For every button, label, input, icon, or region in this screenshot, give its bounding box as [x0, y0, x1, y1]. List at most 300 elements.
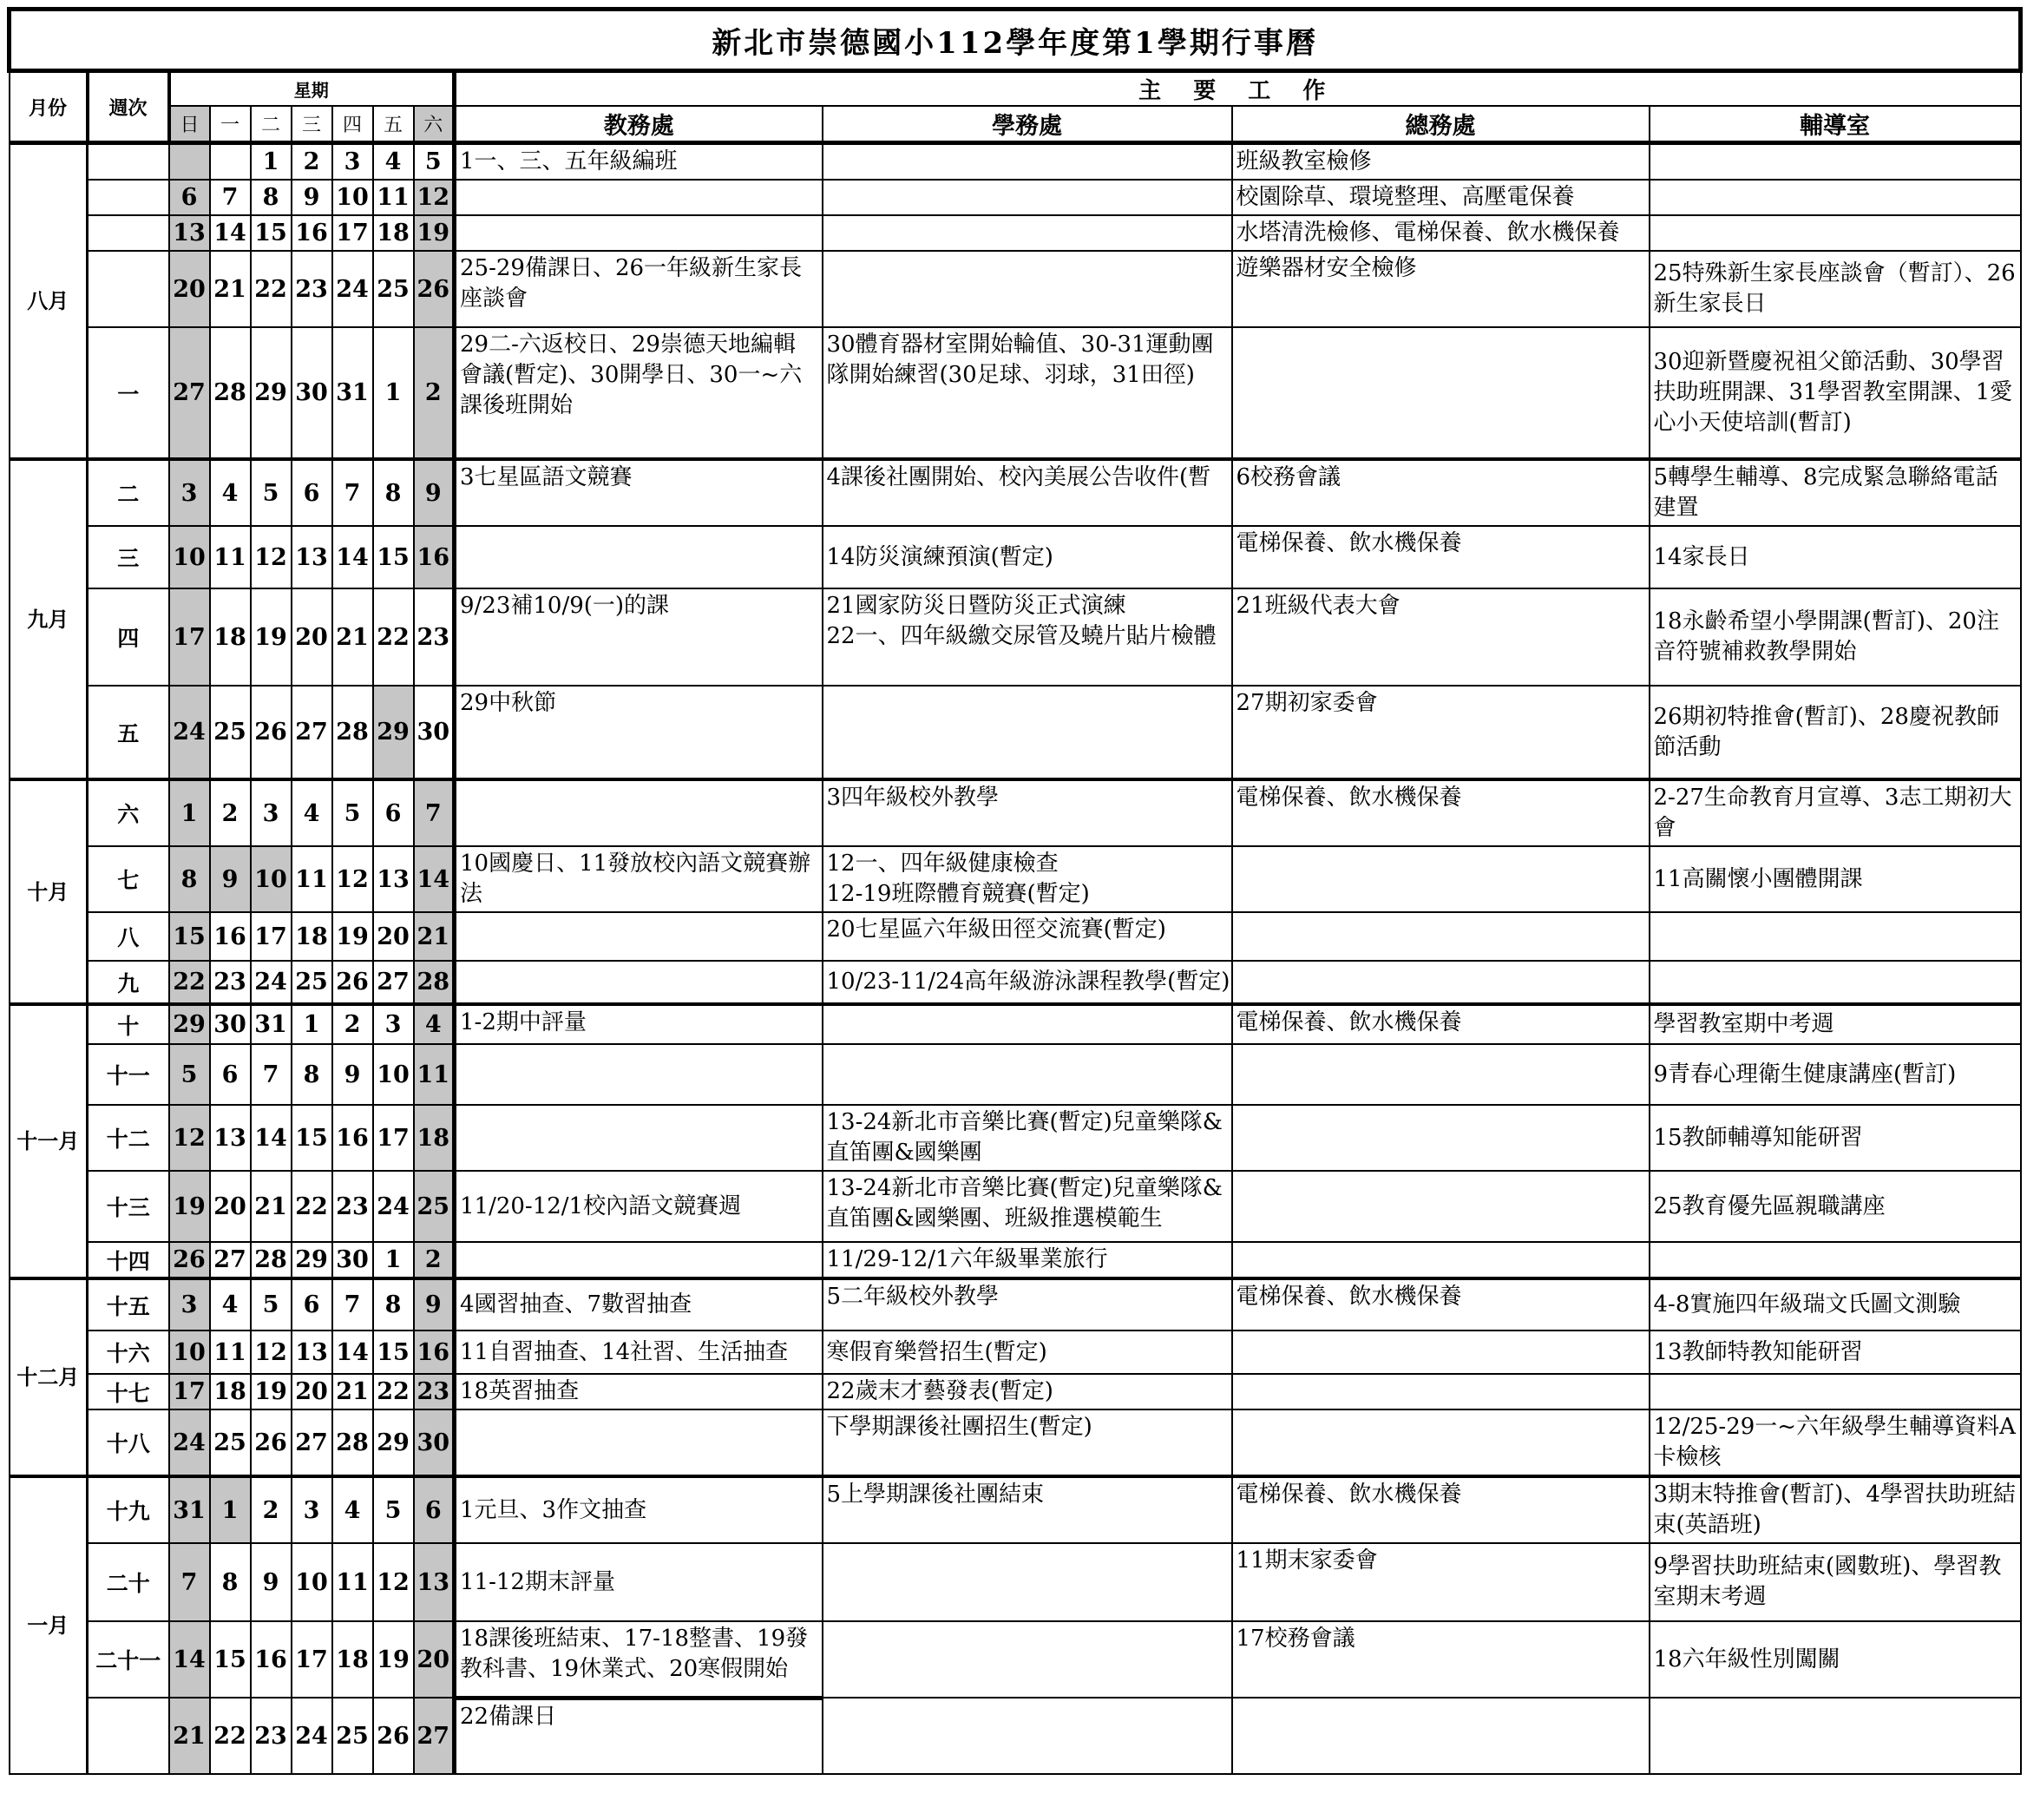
academic-affairs-task: 10國慶日、11發放校內語文競賽辦法 [455, 846, 823, 912]
week-number: 十二 [88, 1105, 169, 1171]
general-affairs-task [1232, 912, 1650, 961]
day-cell: 16 [414, 526, 455, 588]
month-label: 一月 [10, 1476, 88, 1774]
day-cell: 13 [414, 1543, 455, 1621]
general-affairs-task: 電梯保養、飲水機保養 [1232, 526, 1650, 588]
page-title: 新北市崇德國小112學年度第1學期行事曆 [10, 10, 2021, 71]
day-cell: 15 [251, 215, 292, 251]
day-cell: 7 [169, 1543, 210, 1621]
day-cell: 8 [169, 846, 210, 912]
day-cell: 17 [373, 1105, 414, 1171]
day-cell: 22 [251, 251, 292, 327]
department-header: 輔導室 [1650, 106, 2021, 143]
weekday-header: 五 [373, 106, 414, 143]
day-cell: 18 [210, 1374, 251, 1409]
day-cell: 12 [251, 526, 292, 588]
day-cell: 25 [210, 686, 251, 779]
day-cell: 18 [210, 588, 251, 686]
week-row [10, 251, 2021, 327]
counseling-task: 3期末特推會(暫訂)、4學習扶助班結束(英語班) [1650, 1476, 2021, 1543]
day-cell: 7 [332, 1278, 373, 1331]
student-affairs-task: 12一、四年級健康檢查 12-19班際體育競賽(暫定) [823, 846, 1232, 912]
week-row [10, 1698, 2021, 1774]
day-cell: 20 [210, 1171, 251, 1242]
general-affairs-task [1232, 1409, 1650, 1476]
day-cell: 18 [373, 215, 414, 251]
day-cell: 1 [373, 327, 414, 459]
week-number [88, 251, 169, 327]
day-cell: 10 [169, 1331, 210, 1374]
general-affairs-task [1232, 327, 1650, 459]
counseling-task [1650, 912, 2021, 961]
student-affairs-task: 4課後社團開始、校內美展公告收件(暫 [823, 459, 1232, 526]
day-cell: 26 [414, 251, 455, 327]
day-cell: 1 [251, 143, 292, 181]
day-cell: 3 [332, 143, 373, 181]
week-row [10, 1044, 2021, 1105]
day-cell: 19 [332, 912, 373, 961]
day-cell: 25 [373, 251, 414, 327]
day-cell: 1 [373, 1242, 414, 1278]
day-cell: 13 [292, 526, 332, 588]
day-cell: 4 [332, 1476, 373, 1543]
week-number: 一 [88, 327, 169, 459]
day-cell: 3 [373, 1004, 414, 1044]
day-cell: 14 [332, 1331, 373, 1374]
counseling-task: 9學習扶助班結束(國數班)、學習教室期末考週 [1650, 1543, 2021, 1621]
general-affairs-task: 11期末家委會 [1232, 1543, 1650, 1621]
week-number: 六 [88, 779, 169, 846]
day-cell: 5 [414, 143, 455, 181]
academic-affairs-task [455, 1409, 823, 1476]
day-cell: 6 [373, 779, 414, 846]
day-cell: 20 [373, 912, 414, 961]
day-cell: 21 [414, 912, 455, 961]
day-cell: 12 [373, 1543, 414, 1621]
day-cell: 20 [292, 588, 332, 686]
day-cell: 26 [251, 686, 292, 779]
day-cell: 15 [373, 1331, 414, 1374]
day-cell: 6 [414, 1476, 455, 1543]
day-cell: 23 [251, 1698, 292, 1774]
general-affairs-task [1232, 1698, 1650, 1774]
academic-affairs-task: 9/23補10/9(一)的課 [455, 588, 823, 686]
day-cell: 13 [169, 215, 210, 251]
academic-affairs-task [455, 526, 823, 588]
month-label: 九月 [10, 459, 88, 779]
week-number: 九 [88, 961, 169, 1004]
counseling-task: 18永齡希望小學開課(暫訂)、20注音符號補救教學開始 [1650, 588, 2021, 686]
day-cell: 28 [210, 327, 251, 459]
day-cell: 17 [332, 215, 373, 251]
day-cell: 1 [169, 779, 210, 846]
day-cell: 4 [210, 1278, 251, 1331]
academic-affairs-task: 22備課日 [455, 1698, 823, 1774]
day-cell: 21 [251, 1171, 292, 1242]
day-cell: 20 [292, 1374, 332, 1409]
academic-affairs-task [455, 1242, 823, 1278]
day-cell: 7 [414, 779, 455, 846]
day-cell: 15 [373, 526, 414, 588]
header-main-work: 主 要 工 作 [455, 71, 2021, 107]
day-cell: 20 [414, 1621, 455, 1698]
day-cell: 22 [292, 1171, 332, 1242]
student-affairs-task [823, 180, 1232, 215]
counseling-task: 4-8實施四年級瑞文氏圖文測驗 [1650, 1278, 2021, 1331]
general-affairs-task: 遊樂器材安全檢修 [1232, 251, 1650, 327]
day-cell: 2 [332, 1004, 373, 1044]
day-cell: 13 [373, 846, 414, 912]
day-cell: 2 [251, 1476, 292, 1543]
department-header: 學務處 [823, 106, 1232, 143]
day-cell: 9 [332, 1044, 373, 1105]
day-cell: 2 [210, 779, 251, 846]
header-week: 週次 [88, 71, 169, 143]
counseling-task [1650, 1242, 2021, 1278]
day-cell: 9 [210, 846, 251, 912]
day-cell: 7 [251, 1044, 292, 1105]
week-number: 十七 [88, 1374, 169, 1409]
week-row [10, 1543, 2021, 1621]
department-header: 總務處 [1232, 106, 1650, 143]
week-number [88, 180, 169, 215]
day-cell: 22 [169, 961, 210, 1004]
day-cell: 1 [292, 1004, 332, 1044]
day-cell: 23 [414, 1374, 455, 1409]
day-cell: 28 [251, 1242, 292, 1278]
day-cell: 18 [292, 912, 332, 961]
general-affairs-task [1232, 961, 1650, 1004]
day-cell: 9 [414, 1278, 455, 1331]
day-cell: 21 [210, 251, 251, 327]
day-cell: 21 [332, 588, 373, 686]
week-row [10, 961, 2021, 1004]
day-cell: 24 [169, 686, 210, 779]
day-cell: 29 [373, 686, 414, 779]
general-affairs-task: 6校務會議 [1232, 459, 1650, 526]
counseling-task [1650, 961, 2021, 1004]
student-affairs-task [823, 1621, 1232, 1698]
week-number [88, 1698, 169, 1774]
day-cell: 23 [414, 588, 455, 686]
general-affairs-task [1232, 1171, 1650, 1242]
student-affairs-task: 下學期課後社團招生(暫定) [823, 1409, 1232, 1476]
day-cell: 6 [210, 1044, 251, 1105]
student-affairs-task: 30體育器材室開始輪值、30-31運動團隊開始練習(30足球、羽球，31田徑) [823, 327, 1232, 459]
day-cell: 29 [251, 327, 292, 459]
day-cell: 4 [373, 143, 414, 181]
week-number: 十六 [88, 1331, 169, 1374]
general-affairs-task [1232, 846, 1650, 912]
weekday-header: 六 [414, 106, 455, 143]
week-number: 十五 [88, 1278, 169, 1331]
academic-affairs-task [455, 1105, 823, 1171]
week-number [88, 143, 169, 181]
day-cell: 31 [169, 1476, 210, 1543]
day-cell: 24 [251, 961, 292, 1004]
day-cell: 7 [332, 459, 373, 526]
month-label: 十二月 [10, 1278, 88, 1476]
day-cell: 27 [292, 1409, 332, 1476]
day-cell: 8 [373, 459, 414, 526]
general-affairs-task: 電梯保養、飲水機保養 [1232, 1004, 1650, 1044]
day-cell: 9 [414, 459, 455, 526]
day-cell: 25 [210, 1409, 251, 1476]
day-cell: 11 [210, 526, 251, 588]
day-cell: 28 [414, 961, 455, 1004]
counseling-task: 25特殊新生家長座談會（暫訂）、26新生家長日 [1650, 251, 2021, 327]
day-cell: 10 [332, 180, 373, 215]
counseling-task [1650, 180, 2021, 215]
day-cell: 28 [332, 686, 373, 779]
counseling-task [1650, 215, 2021, 251]
day-cell: 4 [414, 1004, 455, 1044]
day-cell: 4 [210, 459, 251, 526]
week-row [10, 1004, 2021, 1044]
day-cell: 19 [373, 1621, 414, 1698]
week-number: 二十一 [88, 1621, 169, 1698]
academic-affairs-task: 29中秋節 [455, 686, 823, 779]
day-cell: 10 [251, 846, 292, 912]
day-cell [210, 143, 251, 181]
day-cell: 12 [251, 1331, 292, 1374]
academic-affairs-task: 18英習抽查 [455, 1374, 823, 1409]
day-cell: 24 [169, 1409, 210, 1476]
academic-affairs-task: 1元旦、3作文抽查 [455, 1476, 823, 1543]
day-cell: 9 [292, 180, 332, 215]
academic-affairs-task: 4國習抽查、7數習抽查 [455, 1278, 823, 1331]
day-cell: 17 [251, 912, 292, 961]
week-row [10, 1105, 2021, 1171]
day-cell: 5 [332, 779, 373, 846]
day-cell: 27 [414, 1698, 455, 1774]
day-cell: 16 [251, 1621, 292, 1698]
student-affairs-task [823, 1004, 1232, 1044]
day-cell: 17 [169, 1374, 210, 1409]
student-affairs-task: 寒假育樂營招生(暫定) [823, 1331, 1232, 1374]
student-affairs-task [823, 1698, 1232, 1774]
day-cell: 2 [414, 327, 455, 459]
day-cell: 6 [292, 459, 332, 526]
day-cell: 5 [251, 1278, 292, 1331]
day-cell: 14 [414, 846, 455, 912]
student-affairs-task: 22歲末才藝發表(暫定) [823, 1374, 1232, 1409]
day-cell: 14 [332, 526, 373, 588]
counseling-task: 18六年級性別闖關 [1650, 1621, 2021, 1698]
month-label: 十一月 [10, 1004, 88, 1278]
academic-affairs-task [455, 180, 823, 215]
day-cell: 11 [414, 1044, 455, 1105]
academic-affairs-task: 25-29備課日、26一年級新生家長座談會 [455, 251, 823, 327]
week-number [88, 215, 169, 251]
academic-affairs-task: 1一、三、五年級編班 [455, 143, 823, 181]
counseling-task: 25教育優先區親職講座 [1650, 1171, 2021, 1242]
day-cell: 8 [210, 1543, 251, 1621]
day-cell: 29 [373, 1409, 414, 1476]
day-cell: 23 [210, 961, 251, 1004]
day-cell: 21 [332, 1374, 373, 1409]
week-number: 十 [88, 1004, 169, 1044]
counseling-task: 12/25-29一~六年級學生輔導資料A卡檢核 [1650, 1409, 2021, 1476]
student-affairs-task: 5上學期課後社團結束 [823, 1476, 1232, 1543]
day-cell: 15 [169, 912, 210, 961]
day-cell: 22 [373, 588, 414, 686]
general-affairs-task: 21班級代表大會 [1232, 588, 1650, 686]
day-cell: 14 [251, 1105, 292, 1171]
academic-affairs-task: 1-2期中評量 [455, 1004, 823, 1044]
day-cell: 30 [292, 327, 332, 459]
day-cell: 16 [414, 1331, 455, 1374]
week-row [10, 1278, 2021, 1331]
day-cell: 14 [210, 215, 251, 251]
student-affairs-task: 5二年級校外教學 [823, 1278, 1232, 1331]
student-affairs-task [823, 251, 1232, 327]
week-number: 十八 [88, 1409, 169, 1476]
week-row [10, 459, 2021, 526]
student-affairs-task: 10/23-11/24高年級游泳課程教學(暫定) [823, 961, 1232, 1004]
counseling-task [1650, 1698, 2021, 1774]
academic-affairs-task: 11-12期末評量 [455, 1543, 823, 1621]
general-affairs-task [1232, 1044, 1650, 1105]
counseling-task: 5轉學生輔導、8完成緊急聯絡電話建置 [1650, 459, 2021, 526]
general-affairs-task: 27期初家委會 [1232, 686, 1650, 779]
day-cell: 15 [292, 1105, 332, 1171]
week-number: 十三 [88, 1171, 169, 1242]
general-affairs-task: 電梯保養、飲水機保養 [1232, 1476, 1650, 1543]
day-cell: 12 [414, 180, 455, 215]
student-affairs-task: 13-24新北市音樂比賽(暫定)兒童樂隊&直笛團&國樂團 [823, 1105, 1232, 1171]
week-row [10, 912, 2021, 961]
day-cell: 3 [169, 459, 210, 526]
student-affairs-task [823, 1044, 1232, 1105]
month-label: 八月 [10, 143, 88, 460]
weekday-header: 日 [169, 106, 210, 143]
day-cell: 18 [332, 1621, 373, 1698]
week-number: 十九 [88, 1476, 169, 1543]
day-cell: 24 [292, 1698, 332, 1774]
day-cell: 18 [414, 1105, 455, 1171]
day-cell: 13 [292, 1331, 332, 1374]
day-cell: 17 [292, 1621, 332, 1698]
day-cell: 30 [210, 1004, 251, 1044]
week-number: 三 [88, 526, 169, 588]
general-affairs-task [1232, 1374, 1650, 1409]
general-affairs-task [1232, 1242, 1650, 1278]
day-cell: 1 [210, 1476, 251, 1543]
counseling-task: 11高關懷小團體開課 [1650, 846, 2021, 912]
day-cell: 27 [373, 961, 414, 1004]
header-weekday: 星期 [169, 71, 455, 107]
day-cell: 7 [210, 180, 251, 215]
general-affairs-task: 班級教室檢修 [1232, 143, 1650, 181]
student-affairs-task [823, 686, 1232, 779]
day-cell: 8 [292, 1044, 332, 1105]
day-cell: 20 [169, 251, 210, 327]
header-month: 月份 [10, 71, 88, 143]
day-cell: 24 [332, 251, 373, 327]
week-row [10, 526, 2021, 588]
day-cell: 26 [251, 1409, 292, 1476]
day-cell: 30 [414, 686, 455, 779]
day-cell: 5 [373, 1476, 414, 1543]
day-cell: 19 [251, 1374, 292, 1409]
day-cell: 23 [292, 251, 332, 327]
week-number: 十一 [88, 1044, 169, 1105]
day-cell: 17 [169, 588, 210, 686]
day-cell: 19 [251, 588, 292, 686]
general-affairs-task: 電梯保養、飲水機保養 [1232, 779, 1650, 846]
week-row [10, 215, 2021, 251]
counseling-task: 14家長日 [1650, 526, 2021, 588]
week-row [10, 1409, 2021, 1476]
day-cell: 12 [332, 846, 373, 912]
week-row [10, 1374, 2021, 1409]
day-cell: 29 [169, 1004, 210, 1044]
day-cell: 28 [332, 1409, 373, 1476]
academic-affairs-task [455, 912, 823, 961]
weekday-header: 二 [251, 106, 292, 143]
week-number: 十四 [88, 1242, 169, 1278]
student-affairs-task: 21國家防災日暨防災正式演練 22一、四年級繳交尿管及蟯片貼片檢體 [823, 588, 1232, 686]
month-label: 十月 [10, 779, 88, 1004]
counseling-task: 15教師輔導知能研習 [1650, 1105, 2021, 1171]
day-cell: 25 [414, 1171, 455, 1242]
week-row [10, 1242, 2021, 1278]
day-cell: 16 [332, 1105, 373, 1171]
week-row [10, 327, 2021, 459]
weekday-header: 三 [292, 106, 332, 143]
counseling-task: 2-27生命教育月宣導、3志工期初大會 [1650, 779, 2021, 846]
student-affairs-task [823, 215, 1232, 251]
week-number: 七 [88, 846, 169, 912]
day-cell: 10 [373, 1044, 414, 1105]
general-affairs-task: 電梯保養、飲水機保養 [1232, 1278, 1650, 1331]
day-cell: 27 [292, 686, 332, 779]
day-cell: 4 [292, 779, 332, 846]
week-row [10, 1621, 2021, 1698]
day-cell: 2 [292, 143, 332, 181]
counseling-task [1650, 143, 2021, 181]
general-affairs-task [1232, 1331, 1650, 1374]
day-cell: 25 [332, 1698, 373, 1774]
day-cell: 21 [169, 1698, 210, 1774]
day-cell: 3 [251, 779, 292, 846]
day-cell: 22 [210, 1698, 251, 1774]
academic-affairs-task [455, 1044, 823, 1105]
week-number: 二十 [88, 1543, 169, 1621]
academic-affairs-task: 3七星區語文競賽 [455, 459, 823, 526]
day-cell: 13 [210, 1105, 251, 1171]
day-cell: 30 [332, 1242, 373, 1278]
day-cell: 11 [373, 180, 414, 215]
counseling-task: 13教師特教知能研習 [1650, 1331, 2021, 1374]
academic-affairs-task: 11自習抽查、14社習、生活抽查 [455, 1331, 823, 1374]
weekday-header: 一 [210, 106, 251, 143]
week-row [10, 1331, 2021, 1374]
department-header: 教務處 [455, 106, 823, 143]
week-row [10, 779, 2021, 846]
general-affairs-task [1232, 1105, 1650, 1171]
student-affairs-task [823, 143, 1232, 181]
academic-affairs-task [455, 961, 823, 1004]
day-cell: 19 [414, 215, 455, 251]
general-affairs-task: 水塔清洗檢修、電梯保養、飲水機保養 [1232, 215, 1650, 251]
academic-affairs-task: 29二-六返校日、29崇德天地編輯會議(暫定)、30開學日、30一~六課後班開始 [455, 327, 823, 459]
day-cell: 27 [210, 1242, 251, 1278]
day-cell: 26 [373, 1698, 414, 1774]
day-cell: 26 [169, 1242, 210, 1278]
day-cell: 19 [169, 1171, 210, 1242]
